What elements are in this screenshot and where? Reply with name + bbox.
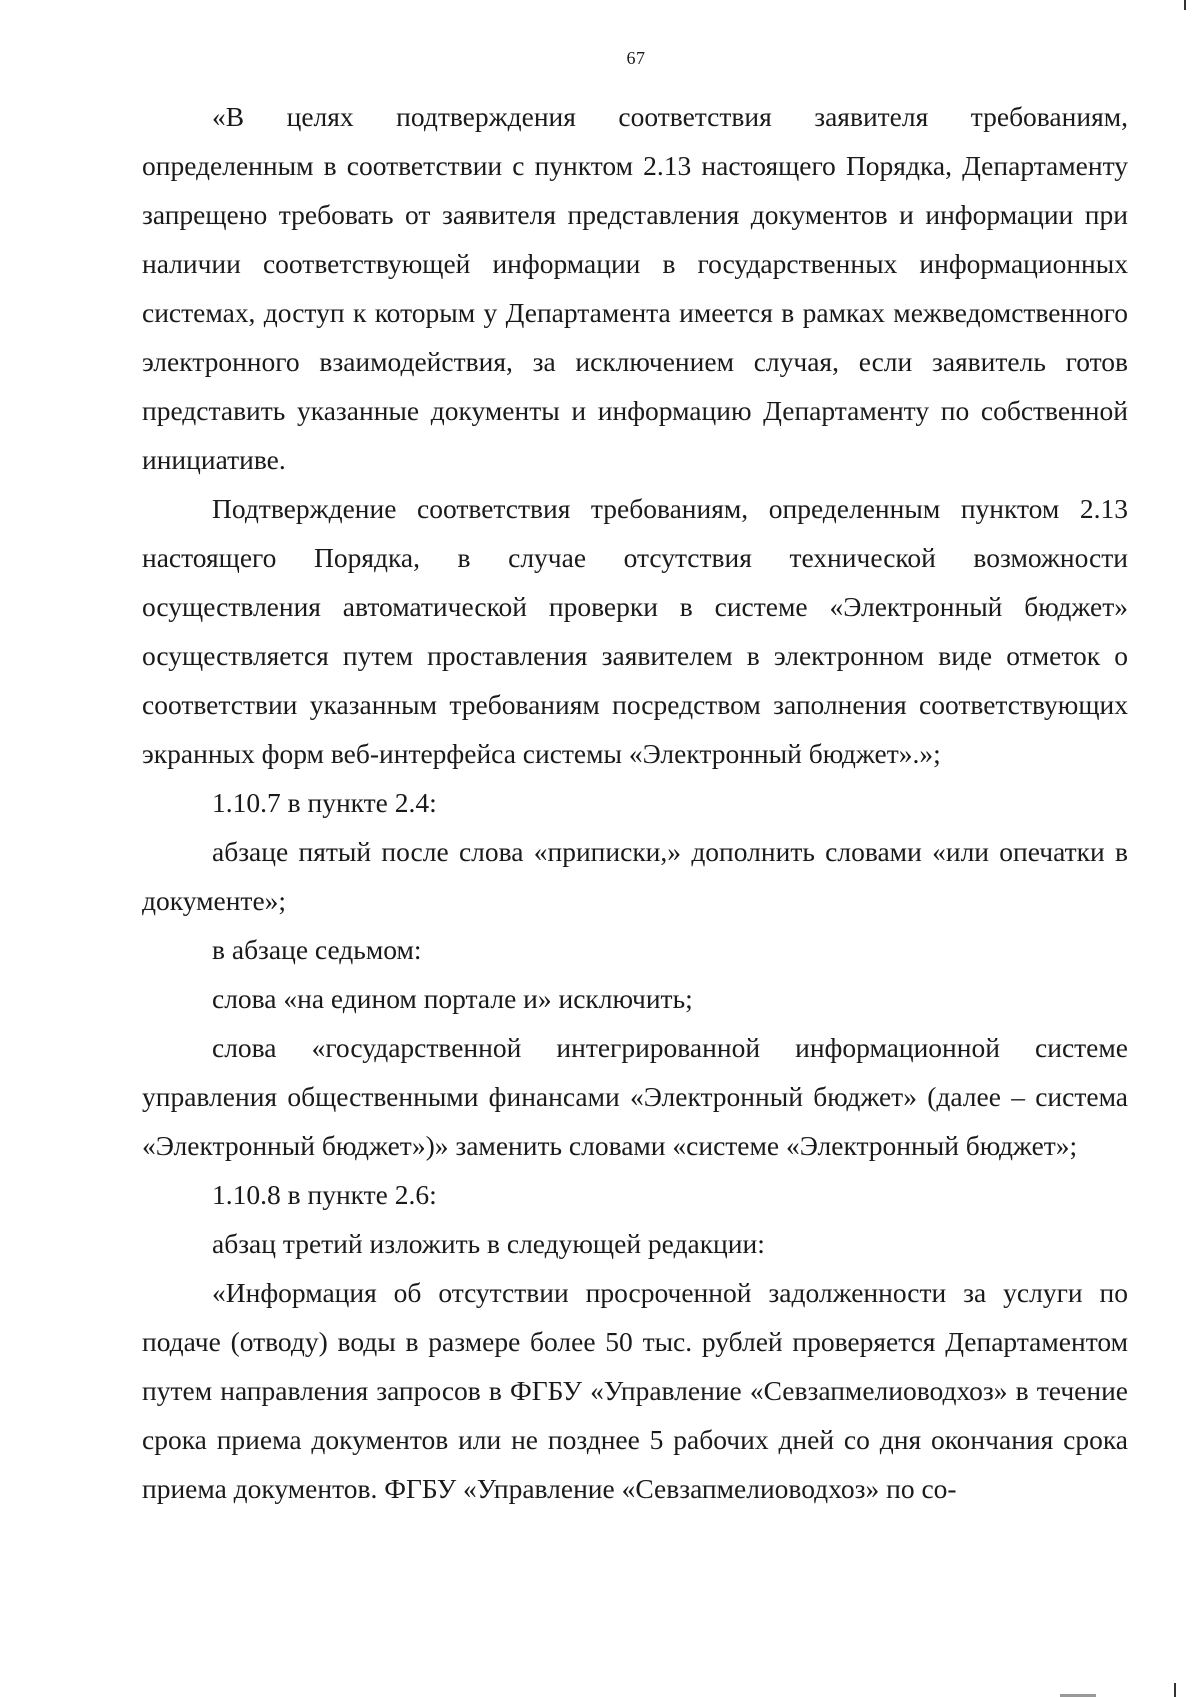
paragraph-2: Подтверждение соответствия требованиям, определенным пунктом 2.13 настоящего Порядка, в случае отсутствия технической возможности осуществления автоматической проверки в системе «Электронный бюджет» осуществляется путем проставления заявителем в электронном виде отметок о соответствии указанным требованиям посредством заполнения соответствующих экранных форм веб-интерфейса системы «Электронный бюджет».»;: [142, 493, 1128, 769]
paragraph-7: слова «государственной интегрированной информационной системе управления общественными финансами «Электронный бюджет» (далее – система «Электронный бюджет»)» заменить словами «системе «Электронный бюджет»;: [142, 1032, 1128, 1161]
page-number: 67: [626, 48, 646, 68]
scan-artifact-top-right: [1184, 0, 1186, 10]
paragraph-1: «В целях подтверждения соответствия заявителя требованиям, определенным в соответствии с пунктом 2.13 настоящего Порядка, Департаменту запрещено требовать от заявителя представления документов и информации при наличии соответствующей информации в государственных информационных системах, доступ к которым у Департамента имеется в рамках межведомственного электронного взаимодействия, за исключением случая, если заявитель готов представить указанные документы и информацию Департаменту по собственной инициативе.: [142, 101, 1128, 475]
paragraph-6: слова «на едином портале и» исключить;: [212, 983, 693, 1014]
paragraph-4: абзаце пятый после слова «приписки,» дополнить словами «или опечатки в документе»;: [142, 836, 1128, 916]
scan-artifact-bottom-right: [1174, 1683, 1176, 1697]
paragraph-5: в абзаце седьмом:: [212, 934, 422, 965]
paragraph-10: «Информация об отсутствии просроченной задолженности за услуги по подаче (отводу) воды в размере более 50 тыс. рублей проверяется Департаментом путем направления запросов в ФГБУ «Управление «Севзапмелиоводхоз» в течение срока приема документов или не позднее 5 рабочих дней со дня окончания срока приема документов. ФГБУ «Управление «Севзапмелиоводхоз» по со-: [142, 1277, 1128, 1504]
paragraph-8: 1.10.8 в пункте 2.6:: [212, 1179, 437, 1210]
document-body: [142, 92, 1128, 1513]
paragraph-3: 1.10.7 в пункте 2.4:: [212, 787, 437, 818]
paragraph-9: абзац третий изложить в следующей редакции:: [212, 1228, 765, 1259]
